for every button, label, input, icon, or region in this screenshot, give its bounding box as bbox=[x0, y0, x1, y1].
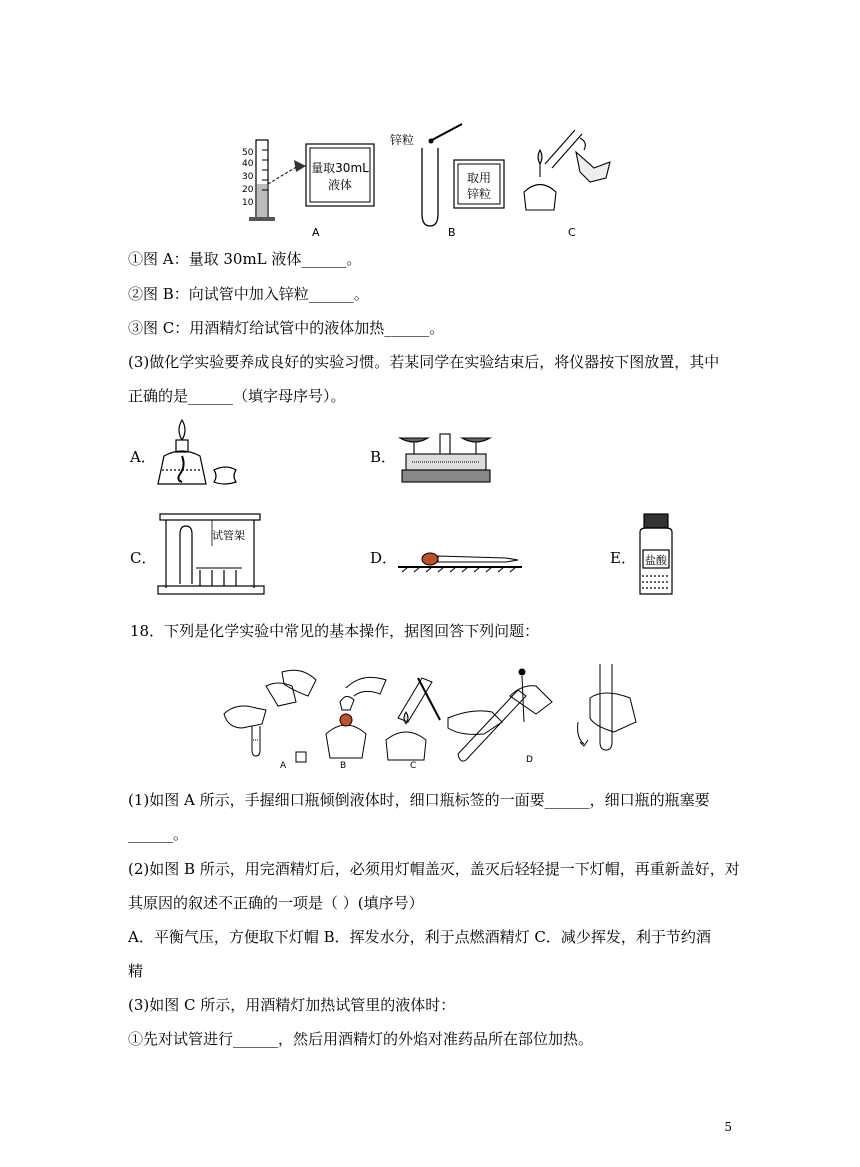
fig3-label-b: B bbox=[340, 761, 347, 770]
caption-a: A bbox=[312, 226, 320, 239]
balance-illustration bbox=[396, 424, 496, 488]
option-a-label: A． bbox=[130, 448, 156, 466]
box-a-line2: 液体 bbox=[327, 178, 353, 192]
q18-part1-line2: ______。 bbox=[128, 825, 189, 843]
tick-20: 20 bbox=[242, 185, 254, 195]
box-b-line2: 锌粒 bbox=[466, 187, 492, 201]
q18-part2-line2: 其原因的叙述不正确的一项是（ ）(填序号） bbox=[128, 894, 424, 912]
q17-item2: ②图 B：向试管中加入锌粒______。 bbox=[128, 285, 369, 303]
option-d-label: D． bbox=[370, 549, 398, 567]
test-tube-b-illustration bbox=[390, 124, 462, 226]
dropper-lying-illustration bbox=[396, 548, 526, 574]
box-b-line1: 取用 bbox=[466, 171, 492, 185]
option-b-label: B． bbox=[370, 448, 397, 466]
q17-item3: ③图 C：用酒精灯给试管中的液体加热______。 bbox=[128, 319, 445, 337]
page-number: 5 bbox=[724, 1120, 732, 1134]
fig3-label-c: C bbox=[410, 761, 417, 770]
bottle-label: 盐酸 bbox=[645, 554, 667, 567]
option-c-label: C． bbox=[130, 549, 157, 567]
caption-c: C bbox=[568, 226, 576, 239]
option-e-label: E． bbox=[610, 549, 636, 567]
tick-10: 10 bbox=[242, 198, 254, 208]
q18-part3-line1: (3)如图 C 所示，用酒精灯加热试管里的液体时： bbox=[128, 996, 456, 1014]
q18-part2-line1: (2)如图 B 所示，用完酒精灯后，必须用灯帽盖灭，盖灭后轻轻提一下灯帽，再重新盖好，对 bbox=[128, 860, 740, 878]
heating-illustration-c bbox=[524, 130, 610, 210]
caption-b: B bbox=[448, 226, 456, 239]
tick-30: 30 bbox=[242, 172, 254, 182]
graduated-cylinder-illustration bbox=[242, 140, 306, 221]
figure-3-operations bbox=[222, 662, 642, 770]
q17-item1: ①图 A：量取 30mL 液体______。 bbox=[128, 250, 362, 268]
q18-part3-line2: ①先对试管进行______，然后用酒精灯的外焰对准药品所在部位加热。 bbox=[128, 1030, 594, 1048]
zinc-label: 锌粒 bbox=[390, 133, 415, 147]
q18-stem: 18．下列是化学实验中常见的基本操作，据图回答下列问题： bbox=[130, 622, 540, 640]
alcohol-lamp-uncapped bbox=[152, 416, 242, 488]
box-a-line1: 量取30mL bbox=[311, 161, 369, 175]
fig3-label-a: A bbox=[280, 761, 287, 770]
q18-part1-line1: (1)如图 A 所示，手握细口瓶倾倒液体时，细口瓶标签的一面要______，细口瓶的瓶塞要 bbox=[128, 791, 710, 809]
tick-50: 50 bbox=[242, 148, 254, 158]
q18-choices-line1: A．平衡气压，方便取下灯帽 B．挥发水分，利于点燃酒精灯 C．减少挥发，利于节约酒 bbox=[128, 928, 711, 946]
q18-choices-line2: 精 bbox=[128, 962, 144, 980]
q17-part3-line1: (3)做化学实验要养成良好的实验习惯。若某同学在实验结束后，将仪器按下图放置，其中 bbox=[128, 353, 720, 371]
tick-40: 40 bbox=[242, 159, 254, 169]
figure-1-operations bbox=[240, 122, 640, 240]
q17-part3-line2: 正确的是______（填字母序号）。 bbox=[128, 387, 346, 405]
hydrochloric-acid-bottle-illustration bbox=[634, 512, 678, 598]
fig3-label-d: D bbox=[526, 755, 533, 765]
test-tube-rack-illustration bbox=[156, 510, 266, 596]
rack-label: 试管架 bbox=[212, 529, 245, 542]
